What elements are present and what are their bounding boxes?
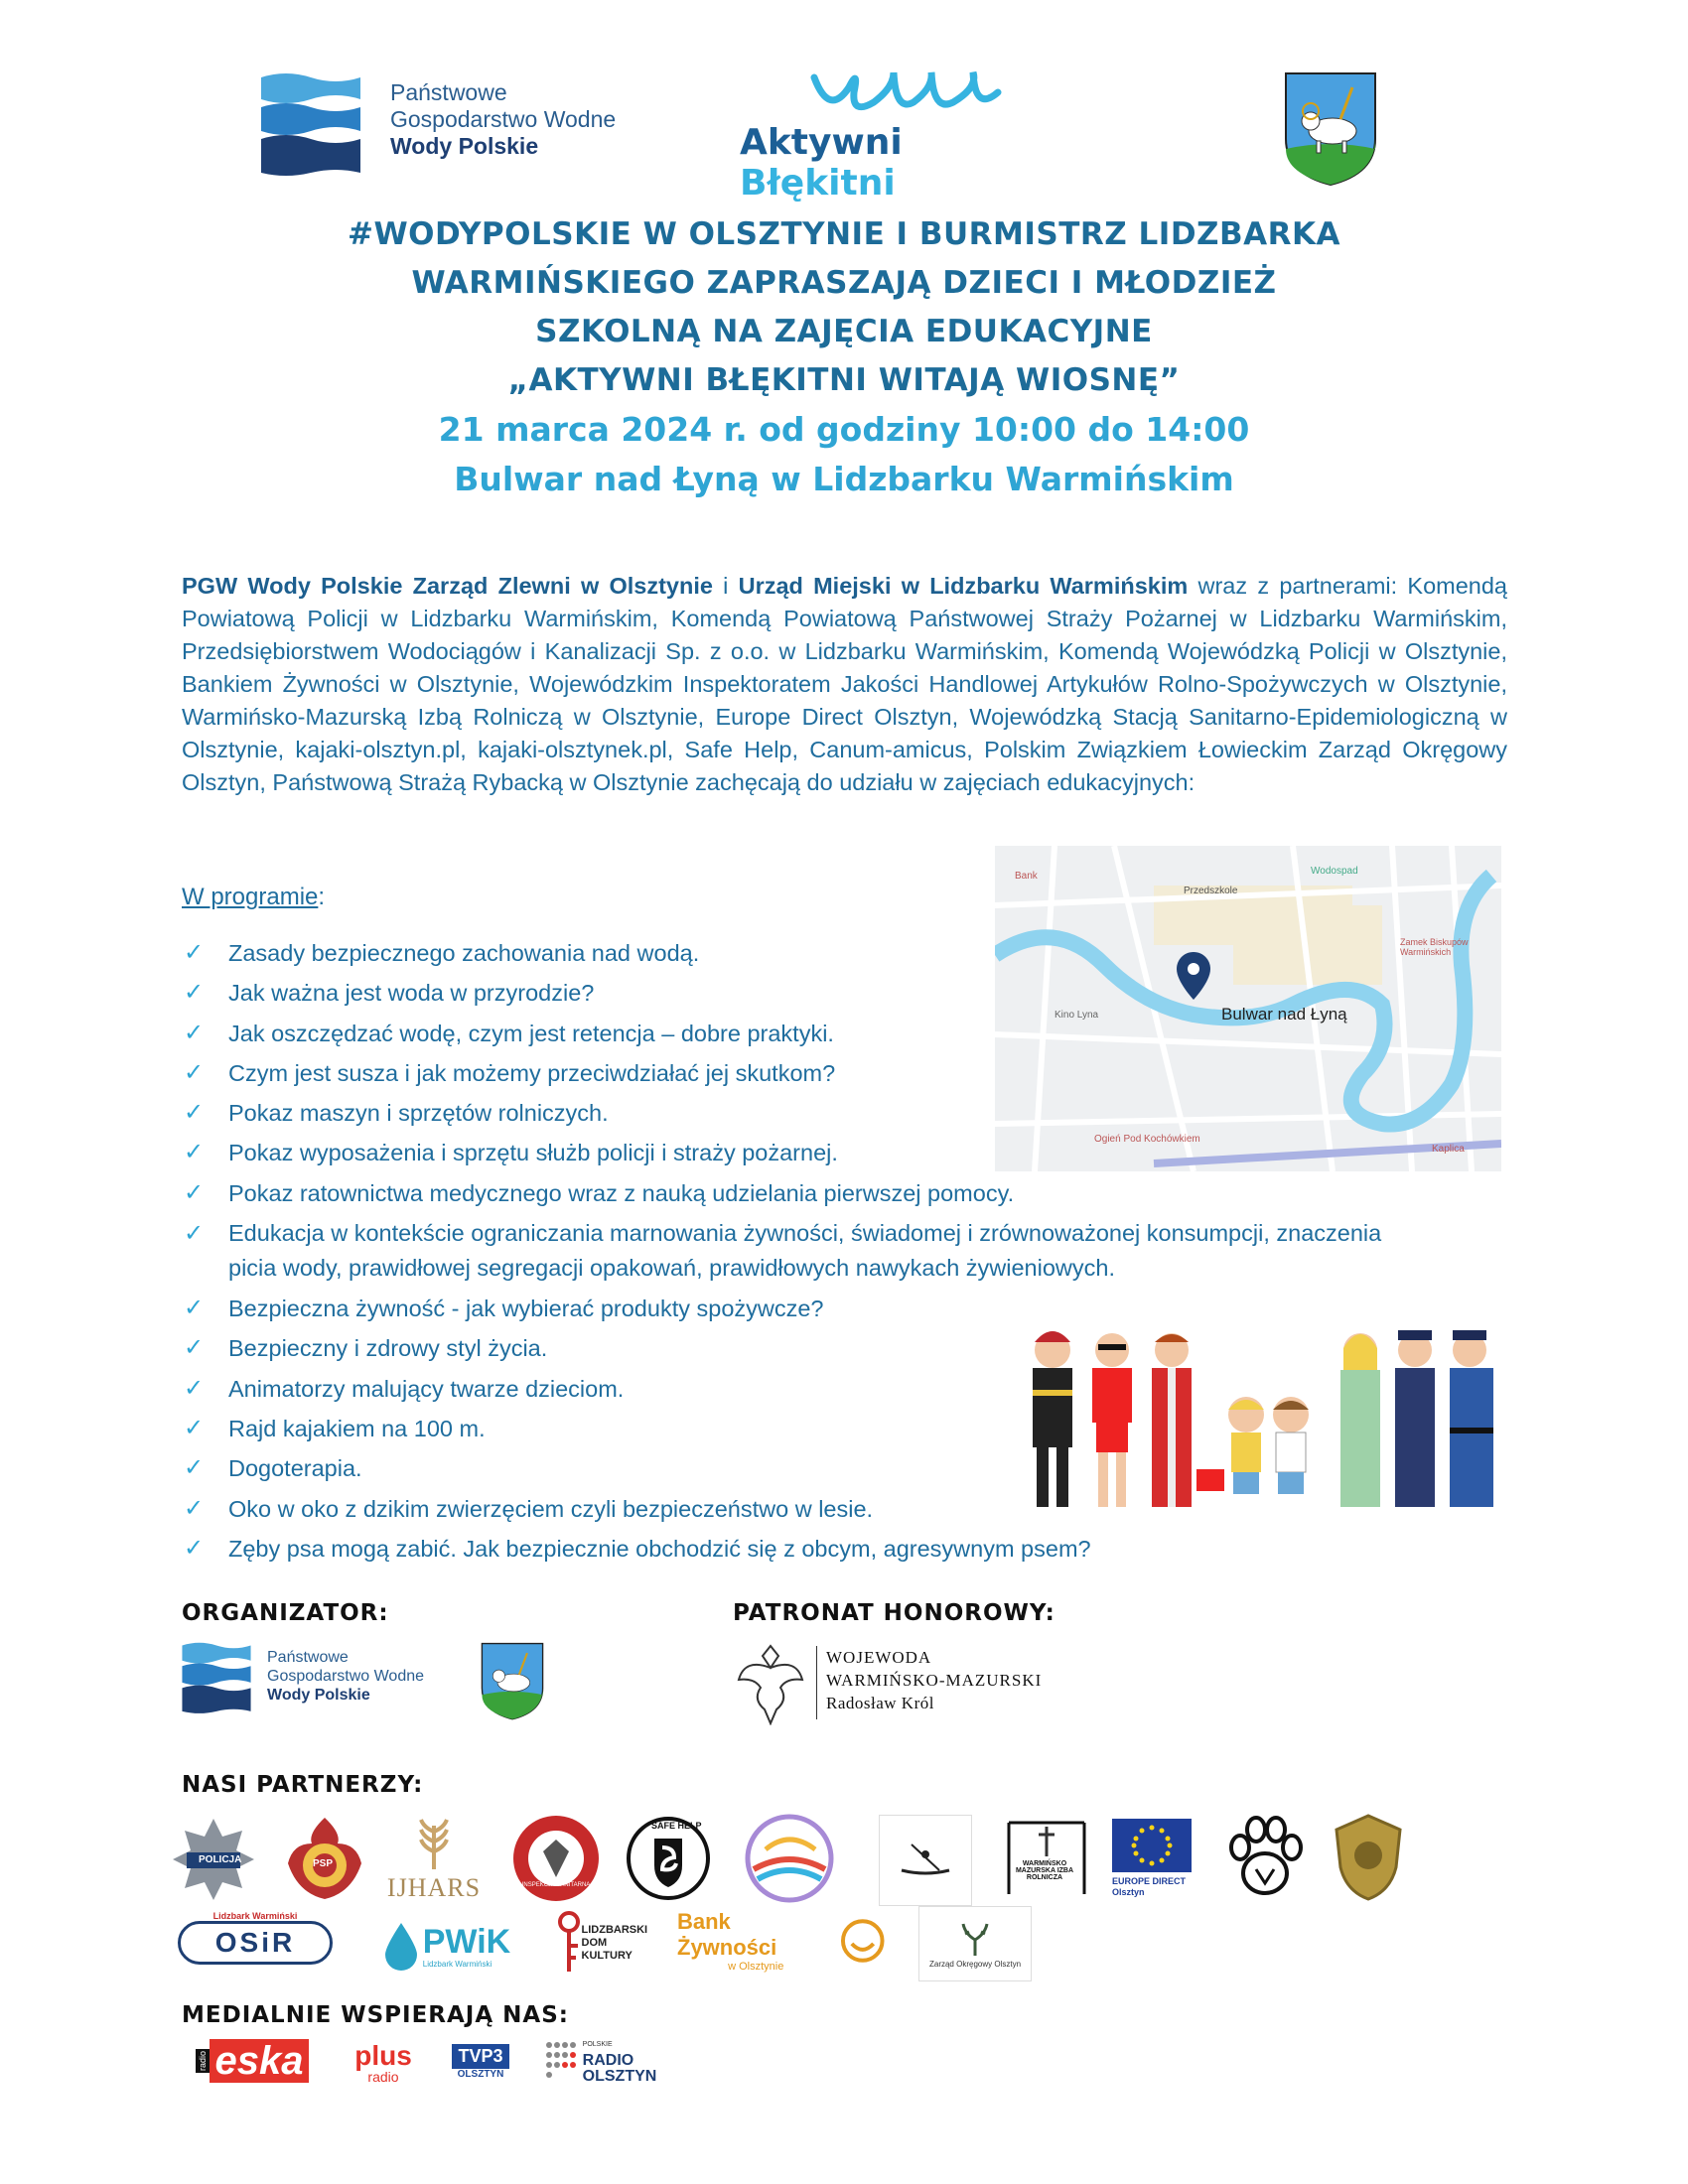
program-item-text: Edukacja w kontekście ograniczania marnowania żywności, świadomej i zrównoważonej konsumpcji, znaczenia picia wody, prawidłowej segregacji opakowań, prawidłowych nawykach żywieniowych. <box>228 1220 1382 1282</box>
deer-antler-icon <box>955 1920 995 1960</box>
organizer-heading: ORGANIZATOR: <box>182 1600 389 1626</box>
program-item-text: Dogoterapia. <box>228 1455 362 1482</box>
program-item <box>182 1093 1473 1133</box>
program-item-text: Oko w oko z dzikim zwierzęciem czyli bezpieczeństwo w lesie. <box>228 1495 874 1522</box>
bank-zywnosci-logo <box>677 1906 886 1976</box>
wheat-icon <box>409 1818 459 1873</box>
straz-pozarna-logo <box>280 1813 369 1904</box>
program-item-text: Bezpieczny i zdrowy styl życia. <box>228 1335 548 1362</box>
program-item-text: Pokaz maszyn i sprzętów rolniczych. <box>228 1100 609 1127</box>
izba-rolnicza-logo <box>997 1811 1096 1906</box>
izba-text: WARMIŃSKO MAZURSKA IZBA ROLNICZA <box>1015 1860 1074 1881</box>
program-label: W programie <box>182 884 319 910</box>
intro-paragraph <box>182 570 1507 799</box>
program-item <box>182 973 1473 1013</box>
eska-logo <box>182 2037 323 2085</box>
program-item-text: Bezpieczna żywność - jak wybierać produkty spożywcze? <box>228 1296 824 1322</box>
program-heading <box>182 884 325 911</box>
dom-kultury-logo <box>551 1908 648 1978</box>
radio-text: RADIO <box>582 2052 634 2069</box>
coat-of-arms-header <box>1281 69 1380 187</box>
ijhars-logo <box>379 1813 489 1908</box>
waves-loops-icon <box>804 58 1003 117</box>
map-label-5: Kaplica <box>1432 1144 1465 1155</box>
radio-olsztyn-logo <box>536 2035 665 2087</box>
program-item-text: Animatorzy malujący twarze dzieciom. <box>228 1375 625 1402</box>
title-line2: WARMIŃSKIEGO ZAPRASZAJĄ DZIECI I MŁODZIEŻ <box>411 265 1277 301</box>
media-heading: MEDIALNIE WSPIERAJĄ NAS: <box>182 2002 569 2028</box>
osir-logo <box>177 1908 334 1968</box>
kajaki-logo <box>735 1809 844 1908</box>
program-item <box>182 1053 1473 1093</box>
check-icon: ✓ <box>184 939 205 966</box>
pwik-logo <box>367 1916 526 1976</box>
radio-dots-icon <box>545 2041 577 2081</box>
kayak-swirl-icon <box>736 1810 843 1907</box>
check-icon: ✓ <box>184 1019 205 1046</box>
radio-olsztyn-text: OLSZTYN <box>582 2068 657 2085</box>
check-icon: ✓ <box>184 1414 205 1441</box>
pgw-logo-line3: Wody Polskie <box>390 133 539 159</box>
pwik-text: PWiK <box>422 1922 511 1961</box>
check-icon: ✓ <box>184 1058 205 1086</box>
map-label-3: Zamek Biskupów Warmińskich <box>1400 937 1469 957</box>
map-label-7: Bank <box>1015 871 1038 882</box>
pgw-logo-header <box>261 69 658 184</box>
check-icon: ✓ <box>184 1295 205 1322</box>
program-item-text: Jak oszczędzać wodę, czym jest retencja – dobre praktyki. <box>228 1020 834 1046</box>
plus-text: plus <box>354 2040 412 2071</box>
pwik-sub-text: Lidzbark Warmiński <box>422 1959 492 1969</box>
check-icon: ✓ <box>184 1178 205 1206</box>
check-icon: ✓ <box>184 1374 205 1402</box>
check-icon: ✓ <box>184 1139 205 1166</box>
program-item-text: Pokaz wyposażenia i sprzętu służb policji i straży pożarnej. <box>228 1140 838 1166</box>
program-item <box>182 1173 1473 1213</box>
sanepid-emblem-icon <box>511 1814 601 1903</box>
wojewoda-logo <box>735 1640 1072 1729</box>
pgw-waves-small-icon <box>182 1640 251 1715</box>
eska-radio-text: radio <box>197 2050 208 2071</box>
program-item <box>182 933 1473 973</box>
title-line3: SZKOLNĄ NA ZAJĘCIA EDUKACYJNE <box>535 314 1153 349</box>
program-item-text: Pokaz ratownictwa medycznego wraz z nauką udzielania pierwszej pomocy. <box>228 1179 1015 1206</box>
osir-top-text: Lidzbark Warmiński <box>212 1911 298 1921</box>
tvp-olsztyn-text: OLSZTYN <box>457 2069 504 2080</box>
program-item <box>182 1529 1473 1569</box>
osir-text: OSiR <box>214 1927 296 1958</box>
organizer-pgw-line3: Wody Polskie <box>267 1687 370 1704</box>
safe-help-logo <box>624 1813 713 1904</box>
radio-polskie-text: POLSKIE <box>582 2041 613 2048</box>
eu-flag-icon <box>1112 1819 1192 1872</box>
intro-org1: PGW Wody Polskie Zarząd Zlewni w Olsztynie <box>182 573 713 599</box>
coat-of-arms-organizer <box>479 1640 546 1726</box>
program-item <box>182 1133 1473 1172</box>
paw-print-icon <box>1220 1814 1310 1903</box>
event-date: 21 marca 2024 r. od godziny 10:00 do 14:00 <box>438 410 1250 449</box>
event-title <box>159 210 1529 504</box>
patron-line3: Radosław Król <box>826 1694 934 1712</box>
map-pin-label: Bulwar nad Łyną <box>1221 1005 1347 1024</box>
program-item-text: Rajd kajakiem na 100 m. <box>228 1415 486 1441</box>
program-item <box>182 1014 1473 1053</box>
services-characters-illustration <box>1013 1320 1509 1519</box>
map-label-1: Wodospad <box>1311 866 1358 877</box>
intro-org2: Urząd Miejski w Lidzbarku Warmińskim <box>738 573 1189 599</box>
plus-radio-logo <box>343 2039 424 2087</box>
sanepid-logo <box>510 1813 602 1904</box>
pzl-text: Zarząd Okręgowy Olsztyn <box>928 1959 1022 1969</box>
safe-help-text: SAFE HELP <box>651 1821 702 1831</box>
check-icon: ✓ <box>184 1494 205 1522</box>
lamb-coat-of-arms-small-icon <box>479 1640 546 1721</box>
tvp3-logo <box>442 2037 519 2087</box>
check-icon: ✓ <box>184 1099 205 1127</box>
patron-heading: PATRONAT HONOROWY: <box>733 1600 1055 1626</box>
map-label-2: Ogień Pod Kochówkiem <box>1094 1134 1200 1145</box>
water-drop-icon <box>383 1921 419 1971</box>
intro-rest: wraz z partnerami: Komendą Powiatową Policji w Lidzbarku Warmińskim, Komendą Powiatową Państwowej Straży Pożarnej w Lidzbarku Warmińskim, Przedsiębiorstwem Wodociągów i Kanalizacji Sp. z o.o. w Lidzbarku Warmińskim, Komendą Wojewódzką Policji w Olsztynie, Bankiem Żywności w Olsztynie, Wojewódzkim Inspektoratem Jakości Handlowej Artykułów Rolno-Spożywczych w Olsztynie, Warmińsko-Mazurską Izbą Rolniczą w Olsztynie, Europe Direct Olsztyn, Wojewódzką Stacją Sanitarno-Epidemiologiczną w Olsztynie, kajaki-olsztyn.pl, kajaki-olsztynek.pl, Safe Help, Canum-amicus, Polskim Związkiem Łowieckim Zarząd Okręgowy Olsztyn, Państwową Strażą Rybacką w Olsztynie zachęcają do udziału w zajęciach edukacyjnych: <box>182 573 1507 795</box>
program-item-text: Zęby psa mogą zabić. Jak bezpiecznie obchodzić się z obcym, agresywnym psem? <box>228 1535 1091 1562</box>
europe-direct-text: EUROPE DIRECT Olsztyn <box>1112 1876 1187 1897</box>
pgw-waves-icon <box>261 69 360 179</box>
tvp-text: TVP3 <box>452 2044 508 2069</box>
partners-heading: NASI PARTNERZY: <box>182 1772 424 1798</box>
kayaker-icon <box>896 1841 955 1880</box>
program-item-text: Jak ważna jest woda w przyrodzie? <box>228 980 595 1007</box>
pgw-logo-line1: Państwowe <box>390 79 507 105</box>
aktywni-blekitni-logo <box>740 58 1067 204</box>
title-line1: #WODYPOLSKIE W OLSZTYNIE I BURMISTRZ LIDZBARKA <box>347 216 1341 252</box>
intro-and: i <box>712 573 739 599</box>
program-colon: : <box>318 884 326 910</box>
blekitni-word: Błękitni <box>740 163 896 204</box>
bank-zywnosci-text: Bank Żywności <box>677 1909 777 1960</box>
pgw-logo-organizer <box>182 1640 450 1719</box>
policja-logo <box>169 1815 258 1904</box>
key-icon <box>556 1910 582 1976</box>
program-item <box>182 1213 1410 1289</box>
europe-direct-logo <box>1112 1813 1194 1904</box>
aktywni-word: Aktywni <box>740 122 903 163</box>
ijhars-text: IJHARS <box>386 1873 482 1902</box>
check-icon: ✓ <box>184 979 205 1007</box>
patron-line1: WOJEWODA <box>826 1648 932 1667</box>
izba-emblem-icon <box>999 1813 1094 1904</box>
check-icon: ✓ <box>184 1454 205 1482</box>
check-icon: ✓ <box>184 1334 205 1362</box>
map-label-6: Przedszkole <box>1184 886 1238 896</box>
pgw-logo-line2: Gospodarstwo Wodne <box>390 106 617 132</box>
polish-eagle-icon <box>735 1640 806 1725</box>
firefighter-figure <box>1033 1331 1072 1507</box>
smile-circle-icon <box>840 1918 886 1964</box>
event-place: Bulwar nad Łyną w Lidzbarku Warmińskim <box>454 460 1234 498</box>
eska-text: eska <box>210 2039 310 2083</box>
program-item-text: Zasady bezpiecznego zachowania nad wodą. <box>228 940 700 966</box>
check-icon: ✓ <box>184 1534 205 1562</box>
bank-zywnosci-sub-text: w Olsztynie <box>728 1961 784 1973</box>
title-line4: „AKTYWNI BŁĘKITNI WITAJĄ WIOSNĘ” <box>507 362 1181 398</box>
patron-line2: WARMIŃSKO-MAZURSKI <box>826 1671 1043 1690</box>
fishery-guard-badge-icon <box>1331 1812 1406 1903</box>
dom-kultury-text: LIDZBARSKI DOM KULTURY <box>581 1923 648 1962</box>
straz-rybacka-logo <box>1329 1811 1408 1904</box>
policja-text: POLICJA <box>199 1854 242 1865</box>
check-icon: ✓ <box>184 1220 205 1248</box>
map-label-4: Kino Lyna <box>1055 1010 1099 1021</box>
psp-text: PSP <box>313 1858 334 1869</box>
organizer-pgw-line1: Państwowe <box>267 1649 349 1666</box>
kajaki-olsztynek-logo <box>879 1815 972 1906</box>
organizer-pgw-line2: Gospodarstwo Wodne <box>267 1668 425 1685</box>
program-item-text: Czym jest susza i jak możemy przeciwdziałać jej skutkom? <box>228 1059 836 1086</box>
plus-radio-text: radio <box>367 2069 399 2085</box>
lamb-coat-of-arms-icon <box>1281 69 1380 187</box>
pzl-logo <box>918 1906 1032 1981</box>
sanepid-text: INSPEKCJA SANITARNA <box>521 1882 591 1888</box>
canum-amicus-logo <box>1219 1813 1311 1904</box>
